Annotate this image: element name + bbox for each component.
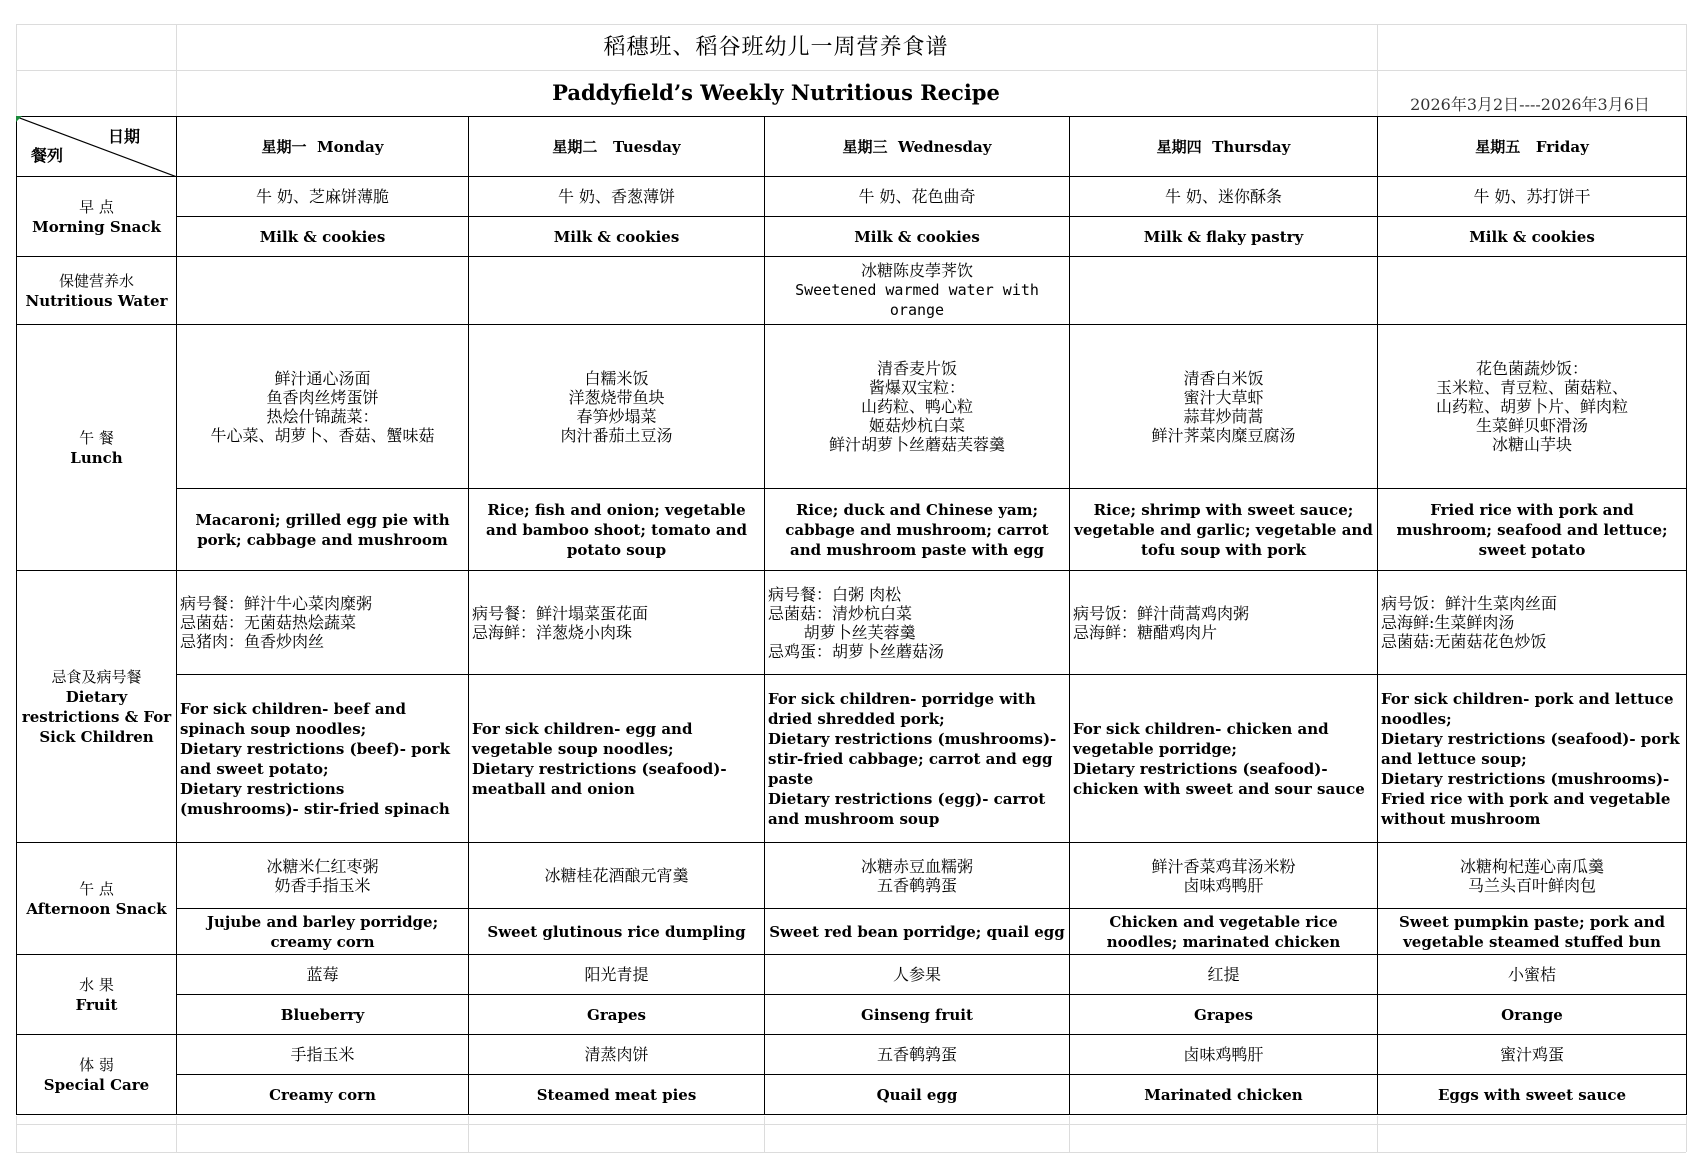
day-en: Wednesday	[897, 137, 992, 156]
gridline	[16, 24, 17, 116]
gridline	[16, 1124, 1686, 1125]
dietary-label	[17, 571, 177, 843]
lunch-cn-fri: 花色菌蔬炒饭： 玉米粒、青豆粒、菌菇粒、 山药粒、胡萝卜片、鲜肉粒 生菜鲜贝虾滑汤 冰糖山芋块	[1378, 325, 1687, 489]
lunch-en-fri: Fried rice with pork and mushroom; seafood and lettuce; sweet potato	[1378, 489, 1687, 571]
day-header-friday	[1378, 117, 1687, 177]
gridline	[16, 24, 1686, 25]
label-en: Lunch	[70, 448, 123, 467]
cell-comment-marker	[16, 116, 22, 122]
special-care-row	[17, 1035, 1687, 1075]
dietary-en-row	[17, 675, 1687, 843]
afternoon-en-tue: Sweet glutinous rice dumpling	[469, 909, 765, 955]
morning-en-wed: Milk & cookies	[765, 217, 1070, 257]
afternoon-snack-row	[17, 843, 1687, 909]
label-cn: 午 点	[79, 879, 114, 898]
gridline	[16, 1152, 1686, 1153]
label-cn: 水 果	[79, 975, 114, 994]
diet-cn-wed: 病号餐：白粥 肉松 忌菌菇：清炒杭白菜 胡萝卜丝芙蓉羹 忌鸡蛋：胡萝卜丝蘑菇汤	[765, 571, 1070, 675]
diet-en-fri: For sick children- pork and lettuce noodles; Dietary restrictions (seafood)- pork and lettuce soup; Dietary restrictions (mushrooms)- Fried rice with pork and vegetable without mushroom	[1378, 675, 1687, 843]
lunch-cn-mon: 鲜汁通心汤面 鱼香肉丝烤蛋饼 热烩什锦蔬菜： 牛心菜、胡萝卜、香菇、蟹味菇	[177, 325, 469, 489]
gridline	[16, 1116, 17, 1152]
afternoon-en-thu: Chicken and vegetable rice noodles; marinated chicken	[1070, 909, 1378, 955]
label-cn: 保健营养水	[58, 271, 134, 290]
care-cn-fri: 蜜汁鸡蛋	[1378, 1035, 1687, 1075]
lunch-en-mon: Macaroni; grilled egg pie with pork; cabbage and mushroom	[177, 489, 469, 571]
nutritious-water-label	[17, 257, 177, 325]
afternoon-snack-label	[17, 843, 177, 955]
diet-cn-fri: 病号饭：鲜汁生菜肉丝面 忌海鲜:生菜鲜肉汤 忌菌菇:无菌菇花色炒饭	[1378, 571, 1687, 675]
day-en: Thursday	[1212, 137, 1291, 156]
day-cn: 星期一	[261, 137, 307, 156]
corner-header-cell	[17, 117, 177, 177]
day-en: Monday	[317, 137, 384, 156]
fruit-en-tue: Grapes	[469, 995, 765, 1035]
care-en-wed: Quail egg	[765, 1075, 1070, 1115]
label-cn: 忌食及病号餐	[51, 667, 142, 686]
care-cn-tue: 清蒸肉饼	[469, 1035, 765, 1075]
day-header-tuesday	[469, 117, 765, 177]
label-en: Special Care	[43, 1075, 150, 1094]
gridline	[16, 70, 1686, 71]
gridline	[176, 1116, 177, 1152]
day-cn: 星期二	[552, 137, 598, 156]
care-en-fri: Eggs with sweet sauce	[1378, 1075, 1687, 1115]
gridline	[1377, 1116, 1378, 1152]
diet-en-tue: For sick children- egg and vegetable soup noodles; Dietary restrictions (seafood)- meatball and onion	[469, 675, 765, 843]
water-wed	[765, 257, 1070, 325]
care-en-thu: Marinated chicken	[1070, 1075, 1378, 1115]
meal-axis-label: 餐列	[31, 146, 64, 165]
morning-cn-thu: 牛 奶、迷你酥条	[1070, 177, 1378, 217]
lunch-en-wed: Rice; duck and Chinese yam; cabbage and mushroom; carrot and mushroom paste with egg	[765, 489, 1070, 571]
day-en: Friday	[1535, 137, 1589, 156]
morning-cn-mon: 牛 奶、芝麻饼薄脆	[177, 177, 469, 217]
weekly-menu-table	[16, 116, 1687, 1115]
morning-en-tue: Milk & cookies	[469, 217, 765, 257]
dietary-row	[17, 571, 1687, 675]
water-wed-en: Sweetened warmed water with orange	[795, 281, 1039, 319]
fruit-en-mon: Blueberry	[177, 995, 469, 1035]
label-en: Fruit	[75, 995, 118, 1014]
afternoon-cn-mon: 冰糖米仁红枣粥 奶香手指玉米	[177, 843, 469, 909]
lunch-en-row	[17, 489, 1687, 571]
afternoon-en-fri: Sweet pumpkin paste; pork and vegetable steamed stuffed bun	[1378, 909, 1687, 955]
label-cn: 午 餐	[79, 428, 114, 447]
fruit-label	[17, 955, 177, 1035]
header-row	[17, 117, 1687, 177]
page-title-english: Paddyfield’s Weekly Nutritious Recipe	[552, 80, 1000, 105]
water-tue	[469, 257, 765, 325]
morning-cn-fri: 牛 奶、苏打饼干	[1378, 177, 1687, 217]
day-header-wednesday	[765, 117, 1070, 177]
fruit-cn-mon: 蓝莓	[177, 955, 469, 995]
fruit-cn-tue: 阳光青提	[469, 955, 765, 995]
lunch-label	[17, 325, 177, 571]
day-header-thursday	[1070, 117, 1378, 177]
gridline	[1377, 24, 1378, 116]
fruit-cn-fri: 小蜜桔	[1378, 955, 1687, 995]
care-en-tue: Steamed meat pies	[469, 1075, 765, 1115]
day-en: Tuesday	[613, 137, 681, 156]
water-wed-cn: 冰糖陈皮荸荠饮	[860, 261, 973, 280]
date-axis-label: 日期	[107, 127, 140, 146]
day-cn: 星期四	[1156, 137, 1202, 156]
water-fri	[1378, 257, 1687, 325]
lunch-row	[17, 325, 1687, 489]
morning-cn-wed: 牛 奶、花色曲奇	[765, 177, 1070, 217]
diet-cn-thu: 病号饭：鲜汁茼蒿鸡肉粥 忌海鲜：糖醋鸡肉片	[1070, 571, 1378, 675]
fruit-en-wed: Ginseng fruit	[765, 995, 1070, 1035]
gridline	[1686, 24, 1687, 116]
care-cn-mon: 手指玉米	[177, 1035, 469, 1075]
gridline	[1686, 1116, 1687, 1152]
morning-en-thu: Milk & flaky pastry	[1070, 217, 1378, 257]
afternoon-en-wed: Sweet red bean porridge; quail egg	[765, 909, 1070, 955]
lunch-cn-tue: 白糯米饭 洋葱烧带鱼块 春笋炒塌菜 肉汁番茄土豆汤	[469, 325, 765, 489]
lunch-cn-thu: 清香白米饭 蜜汁大草虾 蒜茸炒茼蒿 鲜汁荠菜肉糜豆腐汤	[1070, 325, 1378, 489]
diet-en-thu: For sick children- chicken and vegetable porridge; Dietary restrictions (seafood)- chicken with sweet and sour sauce	[1070, 675, 1378, 843]
care-cn-thu: 卤味鸡鸭肝	[1070, 1035, 1378, 1075]
day-cn: 星期三	[842, 137, 888, 156]
gridline	[468, 1116, 469, 1152]
morning-cn-tue: 牛 奶、香葱薄饼	[469, 177, 765, 217]
fruit-en-row	[17, 995, 1687, 1035]
page-title-chinese: 稻穗班、稻谷班幼儿一周营养食谱	[603, 35, 949, 60]
fruit-row	[17, 955, 1687, 995]
afternoon-cn-wed: 冰糖赤豆血糯粥 五香鹌鹑蛋	[765, 843, 1070, 909]
gridline	[1069, 1116, 1070, 1152]
morning-en-fri: Milk & cookies	[1378, 217, 1687, 257]
diet-cn-mon: 病号餐：鲜汁牛心菜肉糜粥 忌菌菇：无菌菇热烩蔬菜 忌猪肉：鱼香炒肉丝	[177, 571, 469, 675]
gridline	[764, 1116, 765, 1152]
care-cn-wed: 五香鹌鹑蛋	[765, 1035, 1070, 1075]
nutritious-water-row	[17, 257, 1687, 325]
fruit-cn-thu: 红提	[1070, 955, 1378, 995]
label-cn: 早 点	[79, 197, 114, 216]
diet-en-mon: For sick children- beef and spinach soup noodles; Dietary restrictions (beef)- pork and sweet potato; Dietary restrictions (mushrooms)- stir-fried spinach	[177, 675, 469, 843]
morning-snack-en-row	[17, 217, 1687, 257]
fruit-en-thu: Grapes	[1070, 995, 1378, 1035]
lunch-en-thu: Rice; shrimp with sweet sauce; vegetable and garlic; vegetable and tofu soup with pork	[1070, 489, 1378, 571]
label-en: Afternoon Snack	[26, 899, 167, 918]
diet-cn-tue: 病号餐：鲜汁塌菜蛋花面 忌海鲜：洋葱烧小肉珠	[469, 571, 765, 675]
diet-en-wed: For sick children- porridge with dried shredded pork; Dietary restrictions (mushrooms)- stir-fried cabbage; carrot and egg paste Dietary restrictions (egg)- carrot and mushroom soup	[765, 675, 1070, 843]
afternoon-cn-fri: 冰糖枸杞莲心南瓜羹 马兰头百叶鲜肉包	[1378, 843, 1687, 909]
morning-snack-label	[17, 177, 177, 257]
label-en: Nutritious Water	[25, 291, 168, 310]
afternoon-en-row	[17, 909, 1687, 955]
water-thu	[1070, 257, 1378, 325]
label-cn: 体 弱	[79, 1055, 114, 1074]
fruit-cn-wed: 人参果	[765, 955, 1070, 995]
label-en: Morning Snack	[32, 217, 161, 236]
afternoon-en-mon: Jujube and barley porridge; creamy corn	[177, 909, 469, 955]
special-care-en-row	[17, 1075, 1687, 1115]
morning-snack-row	[17, 177, 1687, 217]
day-cn: 星期五	[1475, 137, 1521, 156]
label-en: Dietary restrictions & For Sick Children	[21, 687, 172, 746]
lunch-cn-wed: 清香麦片饭 酱爆双宝粒： 山药粒、鸭心粒 姬菇炒杭白菜 鲜汁胡萝卜丝蘑菇芙蓉羹	[765, 325, 1070, 489]
special-care-label	[17, 1035, 177, 1115]
afternoon-cn-tue: 冰糖桂花酒酿元宵羹	[469, 843, 765, 909]
water-mon	[177, 257, 469, 325]
afternoon-cn-thu: 鲜汁香菜鸡茸汤米粉 卤味鸡鸭肝	[1070, 843, 1378, 909]
fruit-en-fri: Orange	[1378, 995, 1687, 1035]
date-range: 2026年3月2日----2026年3月6日	[1410, 95, 1650, 114]
morning-en-mon: Milk & cookies	[177, 217, 469, 257]
care-en-mon: Creamy corn	[177, 1075, 469, 1115]
lunch-en-tue: Rice; fish and onion; vegetable and bamboo shoot; tomato and potato soup	[469, 489, 765, 571]
day-header-monday	[177, 117, 469, 177]
